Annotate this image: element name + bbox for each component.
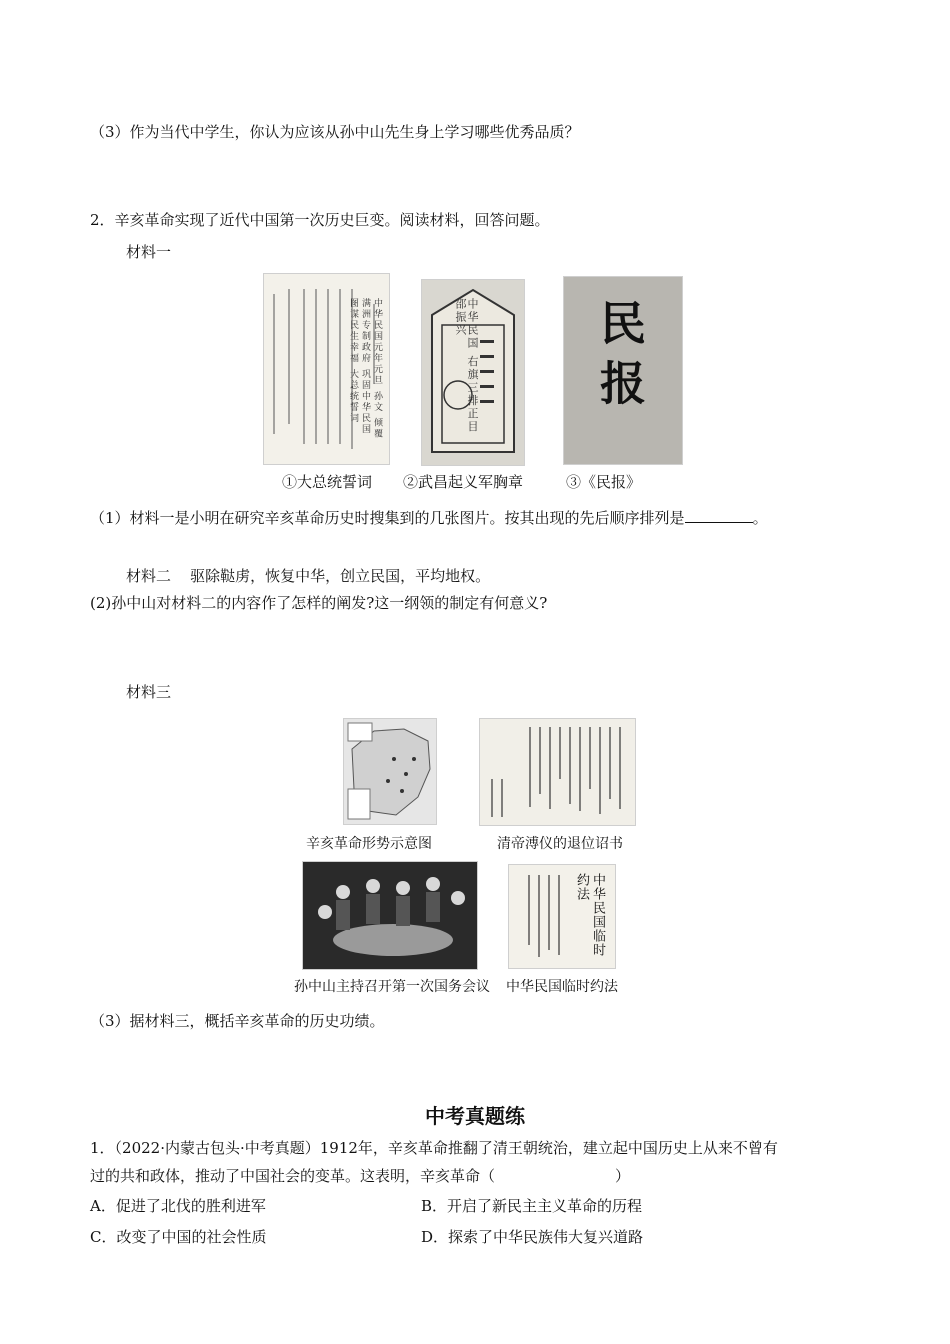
sub-question-1: （1）材料一是小明在研究辛亥革命历史时搜集到的几张图片。按其出现的先后顺序排列是 。 bbox=[90, 509, 768, 527]
minbao-image bbox=[563, 276, 683, 465]
sub-question-2: (2)孙中山对材料二的内容作了怎样的阐发?这一纲领的制定有何意义? bbox=[90, 594, 548, 612]
option-b[interactable]: B．开启了新民主主义革命的历程 bbox=[421, 1197, 643, 1215]
answer-blank[interactable] bbox=[685, 508, 753, 523]
section-title: 中考真题练 bbox=[425, 1104, 525, 1128]
material-1-label: 材料一 bbox=[126, 243, 172, 261]
option-c[interactable]: C．改变了中国的社会性质 bbox=[90, 1228, 267, 1246]
question-3-previous: （3）作为当代中学生，你认为应该从孙中山先生身上学习哪些优秀品质？ bbox=[90, 123, 580, 141]
exam-question-stem-line1: 1．（2022·内蒙古包头·中考真题）1912年，辛亥革命推翻了清王朝统治，建立起中国历史上从来不曾有 bbox=[90, 1139, 778, 1157]
constitution-title: 中华民国临时约法 bbox=[574, 873, 605, 957]
image-caption-minbao: ③《民报》 bbox=[566, 473, 642, 491]
image-caption-edict: 清帝溥仪的退位诏书 bbox=[497, 836, 623, 852]
question-2-intro: 2．辛亥革命实现了近代中国第一次历史巨变。阅读材料，回答问题。 bbox=[90, 211, 550, 229]
image-caption-oath: ①大总统誓词 bbox=[282, 473, 373, 491]
option-d[interactable]: D．探索了中华民族伟大复兴道路 bbox=[421, 1228, 644, 1246]
provisional-constitution-image bbox=[508, 864, 616, 969]
exam-question-stem-line2: 过的共和政体，推动了中国社会的变革。这表明，辛亥革命（ ） bbox=[90, 1167, 631, 1185]
revolution-map-image bbox=[343, 718, 437, 825]
material-2: 材料二 驱除鞑虏，恢复中华，创立民国，平均地权。 bbox=[126, 567, 491, 585]
oath-image-text: 中华民国元年元旦 孙文 倾覆满洲专制政府 巩固中华民国 图谋民生幸福 大总统誓词 bbox=[348, 298, 382, 440]
image-caption-meeting: 孙中山主持召开第一次国务会议 bbox=[294, 979, 490, 995]
cabinet-meeting-photo bbox=[302, 861, 478, 970]
sub-question-3: （3）据材料三，概括辛亥革命的历史功绩。 bbox=[90, 1012, 385, 1030]
badge-image-text: 中华民国 右旗三排正目 邵振兴 bbox=[454, 298, 479, 434]
abdication-edict-image bbox=[479, 718, 636, 826]
image-caption-constitution: 中华民国临时约法 bbox=[506, 979, 618, 995]
oath-image bbox=[263, 273, 390, 465]
badge-image bbox=[421, 279, 525, 466]
material-3-label: 材料三 bbox=[126, 683, 172, 701]
option-a[interactable]: A．促进了北伐的胜利进军 bbox=[90, 1197, 266, 1215]
image-caption-map: 辛亥革命形势示意图 bbox=[306, 836, 432, 852]
minbao-title: 民报 bbox=[593, 299, 647, 419]
image-caption-badge: ②武昌起义军胸章 bbox=[403, 473, 524, 491]
